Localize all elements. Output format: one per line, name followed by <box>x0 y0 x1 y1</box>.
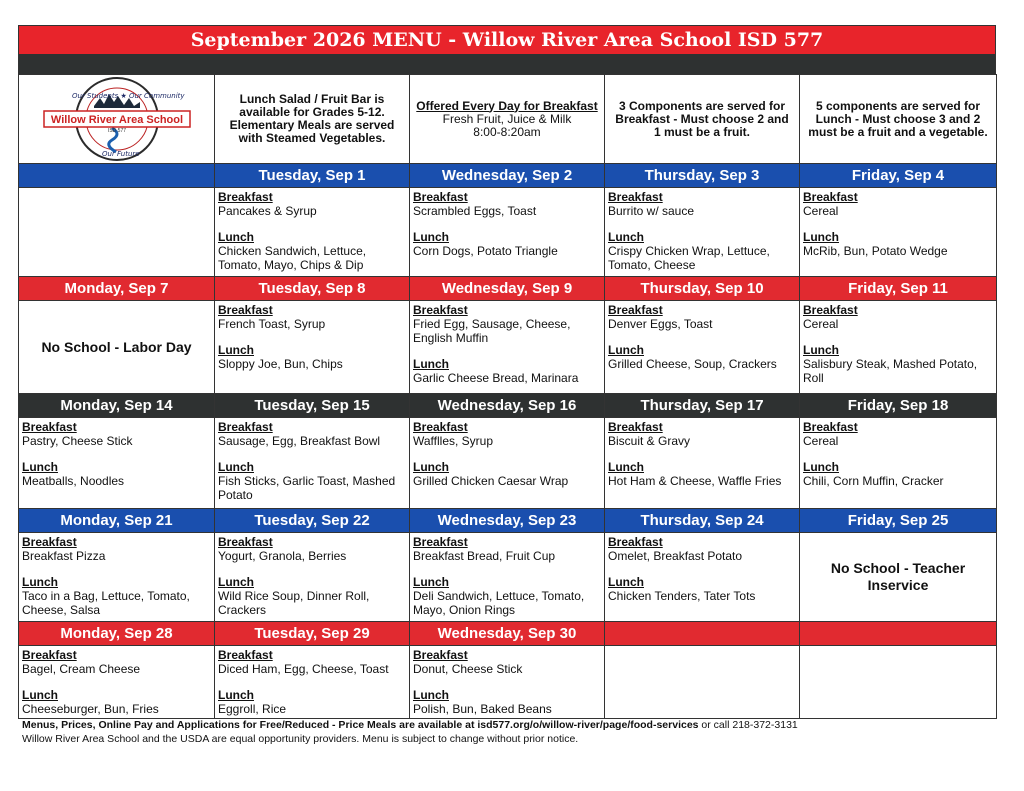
breakfast-items: Denver Eggs, Toast <box>608 317 713 331</box>
breakfast-items: Cereal <box>803 317 839 331</box>
week-body-row <box>19 188 997 277</box>
lunch-items: Hot Ham & Cheese, Waffle Fries <box>608 474 782 488</box>
breakfast-items: Pancakes & Syrup <box>218 204 317 218</box>
week-body-row <box>19 646 997 719</box>
breakfast-heading: Breakfast <box>218 420 273 434</box>
day-header: Wednesday, Sep 2 <box>410 164 605 188</box>
footer-phone: or call 218-372-3131 <box>698 719 798 731</box>
spacer <box>413 676 601 688</box>
breakfast-heading: Breakfast <box>413 648 468 662</box>
title-divider <box>18 54 996 74</box>
spacer <box>22 563 211 575</box>
day-header: Wednesday, Sep 30 <box>410 622 605 646</box>
day-cell <box>19 301 215 394</box>
breakfast-items: Breakfast Pizza <box>22 549 106 563</box>
lunch-items: Cheeseburger, Bun, Fries <box>22 702 159 716</box>
lunch-items: Salisbury Steak, Mashed Potato, Roll <box>803 357 978 385</box>
spacer <box>413 218 601 230</box>
logo-cell <box>19 75 215 164</box>
breakfast-items: Fried Egg, Sausage, Cheese, English Muffin <box>413 317 571 345</box>
lunch-heading: Lunch <box>608 343 644 357</box>
breakfast-heading: Breakfast <box>413 420 468 434</box>
info-row <box>19 75 997 164</box>
breakfast-items: Wafflles, Syrup <box>413 434 494 448</box>
day-header: Tuesday, Sep 8 <box>215 277 410 301</box>
lunch-items: Wild Rice Soup, Dinner Roll, Crackers <box>218 589 370 617</box>
lunch-heading: Lunch <box>608 575 644 589</box>
lunch-heading: Lunch <box>413 357 449 371</box>
spacer <box>608 563 796 575</box>
logo-school-name: Willow River Area School <box>50 114 183 126</box>
spacer <box>218 331 406 343</box>
day-header <box>800 622 997 646</box>
day-header: Tuesday, Sep 15 <box>215 394 410 418</box>
lunch-heading: Lunch <box>22 688 58 702</box>
day-cell <box>19 188 215 277</box>
breakfast-items: Sausage, Egg, Breakfast Bowl <box>218 434 381 448</box>
offered-daily-items: Fresh Fruit, Juice & Milk <box>442 111 572 126</box>
lunch-heading: Lunch <box>413 575 449 589</box>
menu-grid <box>18 74 997 719</box>
day-header: Thursday, Sep 10 <box>605 277 800 301</box>
spacer <box>22 448 211 460</box>
logo-bottom-text: Our Future <box>101 150 140 158</box>
lunch-heading: Lunch <box>608 230 644 244</box>
day-header: Thursday, Sep 24 <box>605 509 800 533</box>
breakfast-heading: Breakfast <box>803 303 858 317</box>
day-cell <box>800 188 997 277</box>
breakfast-heading: Breakfast <box>218 648 273 662</box>
lunch-heading: Lunch <box>413 460 449 474</box>
spacer <box>413 563 601 575</box>
day-cell <box>410 188 605 277</box>
breakfast-heading: Breakfast <box>608 535 663 549</box>
menu-title: September 2026 MENU - Willow River Area School ISD 577 <box>18 25 996 54</box>
week-body-row <box>19 418 997 509</box>
breakfast-items: Omelet, Breakfast Potato <box>608 549 743 563</box>
day-cell <box>605 188 800 277</box>
lunch-items: Grilled Cheese, Soup, Crackers <box>608 357 777 371</box>
school-logo <box>42 76 192 162</box>
spacer <box>413 448 601 460</box>
logo-top-text: Our Students ★ Our Community <box>71 92 185 100</box>
day-header: Tuesday, Sep 1 <box>215 164 410 188</box>
lunch-heading: Lunch <box>803 460 839 474</box>
breakfast-heading: Breakfast <box>803 190 858 204</box>
lunch-items: McRib, Bun, Potato Wedge <box>803 244 948 258</box>
day-cell <box>215 418 410 509</box>
breakfast-items: French Toast, Syrup <box>218 317 326 331</box>
lunch-items: Crispy Chicken Wrap, Lettuce, Tomato, Cheese <box>608 244 770 272</box>
breakfast-rule-cell <box>605 75 800 164</box>
lunch-items: Chicken Sandwich, Lettuce, Tomato, Mayo, Chips & Dip <box>218 244 367 272</box>
day-header: Friday, Sep 4 <box>800 164 997 188</box>
breakfast-heading: Breakfast <box>608 420 663 434</box>
day-cell <box>215 646 410 719</box>
no-school-note: No School - Labor Day <box>41 338 192 355</box>
breakfast-items: Donut, Cheese Stick <box>413 662 523 676</box>
footer-disclaimer: Willow River Area School and the USDA are equal opportunity providers. Menu is subject to change without prior notice. <box>22 733 579 745</box>
spacer <box>803 331 993 343</box>
lunch-items: Taco in a Bag, Lettuce, Tomato, Cheese, Salsa <box>22 589 190 617</box>
lunch-heading: Lunch <box>22 460 58 474</box>
lunch-items: Deli Sandwich, Lettuce, Tomato, Mayo, Onion Rings <box>413 589 585 617</box>
day-header: Friday, Sep 11 <box>800 277 997 301</box>
breakfast-rule: 3 Components are served for Breakfast - Must choose 2 and 1 must be a fruit. <box>615 98 789 139</box>
day-cell <box>19 533 215 622</box>
lunch-heading: Lunch <box>803 230 839 244</box>
day-header: Wednesday, Sep 16 <box>410 394 605 418</box>
week-header-row <box>19 509 997 533</box>
day-header: Monday, Sep 28 <box>19 622 215 646</box>
lunch-items: Garlic Cheese Bread, Marinara <box>413 371 579 385</box>
breakfast-items: Cereal <box>803 434 839 448</box>
breakfast-items: Bagel, Cream Cheese <box>22 662 141 676</box>
week-header-row <box>19 277 997 301</box>
lunch-items: Chicken Tenders, Tater Tots <box>608 589 756 603</box>
day-cell <box>800 533 997 622</box>
spacer <box>608 218 796 230</box>
day-cell <box>800 418 997 509</box>
footer <box>22 718 798 746</box>
week-body-row <box>19 533 997 622</box>
day-cell <box>410 418 605 509</box>
breakfast-heading: Breakfast <box>413 303 468 317</box>
lunch-items: Fish Sticks, Garlic Toast, Mashed Potato <box>218 474 396 502</box>
breakfast-heading: Breakfast <box>218 303 273 317</box>
lunch-rule: 5 components are served for Lunch - Must choose 3 and 2 must be a fruit and a vegetable. <box>808 98 988 139</box>
breakfast-heading: Breakfast <box>803 420 858 434</box>
day-cell <box>410 301 605 394</box>
day-cell <box>605 418 800 509</box>
day-header: Tuesday, Sep 29 <box>215 622 410 646</box>
footer-info: Menus, Prices, Online Pay and Applications for Free/Reduced - Price Meals are available at isd577.org/o/willow-river/page/food-services <box>22 719 699 731</box>
lunch-items: Eggroll, Rice <box>218 702 287 716</box>
lunch-heading: Lunch <box>413 688 449 702</box>
spacer <box>218 448 406 460</box>
day-cell <box>19 646 215 719</box>
breakfast-heading: Breakfast <box>22 420 77 434</box>
breakfast-heading: Breakfast <box>218 190 273 204</box>
lunch-heading: Lunch <box>218 230 254 244</box>
spacer <box>218 563 406 575</box>
day-header: Tuesday, Sep 22 <box>215 509 410 533</box>
breakfast-heading: Breakfast <box>22 535 77 549</box>
offered-daily-time: 8:00-8:20am <box>473 124 541 139</box>
salad-bar-info-cell <box>215 75 410 164</box>
lunch-heading: Lunch <box>22 575 58 589</box>
spacer <box>608 448 796 460</box>
day-cell <box>19 418 215 509</box>
breakfast-heading: Breakfast <box>218 535 273 549</box>
day-cell <box>410 533 605 622</box>
day-cell <box>215 533 410 622</box>
day-cell <box>605 646 800 719</box>
day-header <box>605 622 800 646</box>
day-header: Thursday, Sep 3 <box>605 164 800 188</box>
day-header: Monday, Sep 7 <box>19 277 215 301</box>
week-header-row <box>19 394 997 418</box>
day-header: Monday, Sep 21 <box>19 509 215 533</box>
day-header: Thursday, Sep 17 <box>605 394 800 418</box>
day-header: Wednesday, Sep 23 <box>410 509 605 533</box>
day-cell <box>215 301 410 394</box>
day-cell <box>410 646 605 719</box>
lunch-heading: Lunch <box>608 460 644 474</box>
breakfast-items: Diced Ham, Egg, Cheese, Toast <box>218 662 389 676</box>
spacer <box>218 676 406 688</box>
breakfast-items: Scrambled Eggs, Toast <box>413 204 537 218</box>
offered-daily-title: Offered Every Day for Breakfast <box>416 98 598 113</box>
lunch-items: Chili, Corn Muffin, Cracker <box>803 474 944 488</box>
breakfast-heading: Breakfast <box>413 535 468 549</box>
breakfast-heading: Breakfast <box>413 190 468 204</box>
offered-daily-cell <box>410 75 605 164</box>
logo-isd: ISD 577 <box>107 128 126 134</box>
breakfast-items: Cereal <box>803 204 839 218</box>
spacer <box>22 676 211 688</box>
lunch-heading: Lunch <box>218 688 254 702</box>
day-cell <box>605 301 800 394</box>
breakfast-items: Burrito w/ sauce <box>608 204 695 218</box>
spacer <box>218 218 406 230</box>
day-cell <box>800 646 997 719</box>
lunch-items: Sloppy Joe, Bun, Chips <box>218 357 343 371</box>
day-header: Monday, Sep 14 <box>19 394 215 418</box>
breakfast-heading: Breakfast <box>608 190 663 204</box>
breakfast-items: Biscuit & Gravy <box>608 434 691 448</box>
spacer <box>803 218 993 230</box>
spacer <box>803 448 993 460</box>
lunch-heading: Lunch <box>218 460 254 474</box>
menu-sheet <box>18 25 996 719</box>
breakfast-heading: Breakfast <box>608 303 663 317</box>
spacer <box>608 331 796 343</box>
lunch-heading: Lunch <box>413 230 449 244</box>
spacer <box>413 345 601 357</box>
week-header-row <box>19 164 997 188</box>
day-header: Friday, Sep 25 <box>800 509 997 533</box>
week-body-row <box>19 301 997 394</box>
lunch-items: Meatballs, Noodles <box>22 474 125 488</box>
day-cell <box>215 188 410 277</box>
lunch-heading: Lunch <box>803 343 839 357</box>
lunch-items: Corn Dogs, Potato Triangle <box>413 244 558 258</box>
day-header: Wednesday, Sep 9 <box>410 277 605 301</box>
breakfast-items: Breakfast Bread, Fruit Cup <box>413 549 556 563</box>
day-header: Friday, Sep 18 <box>800 394 997 418</box>
lunch-items: Polish, Bun, Baked Beans <box>413 702 552 716</box>
lunch-items: Grilled Chicken Caesar Wrap <box>413 474 569 488</box>
week-header-row <box>19 622 997 646</box>
day-cell <box>605 533 800 622</box>
day-header <box>19 164 215 188</box>
day-cell <box>800 301 997 394</box>
breakfast-items: Yogurt, Granola, Berries <box>218 549 347 563</box>
lunch-heading: Lunch <box>218 575 254 589</box>
lunch-heading: Lunch <box>218 343 254 357</box>
breakfast-heading: Breakfast <box>22 648 77 662</box>
lunch-rule-cell <box>800 75 997 164</box>
breakfast-items: Pastry, Cheese Stick <box>22 434 133 448</box>
no-school-note: No School - Teacher Inservice <box>830 560 966 593</box>
salad-bar-info: Lunch Salad / Fruit Bar is available for Grades 5-12. Elementary Meals are served with Steamed Vegetables. <box>229 92 395 145</box>
